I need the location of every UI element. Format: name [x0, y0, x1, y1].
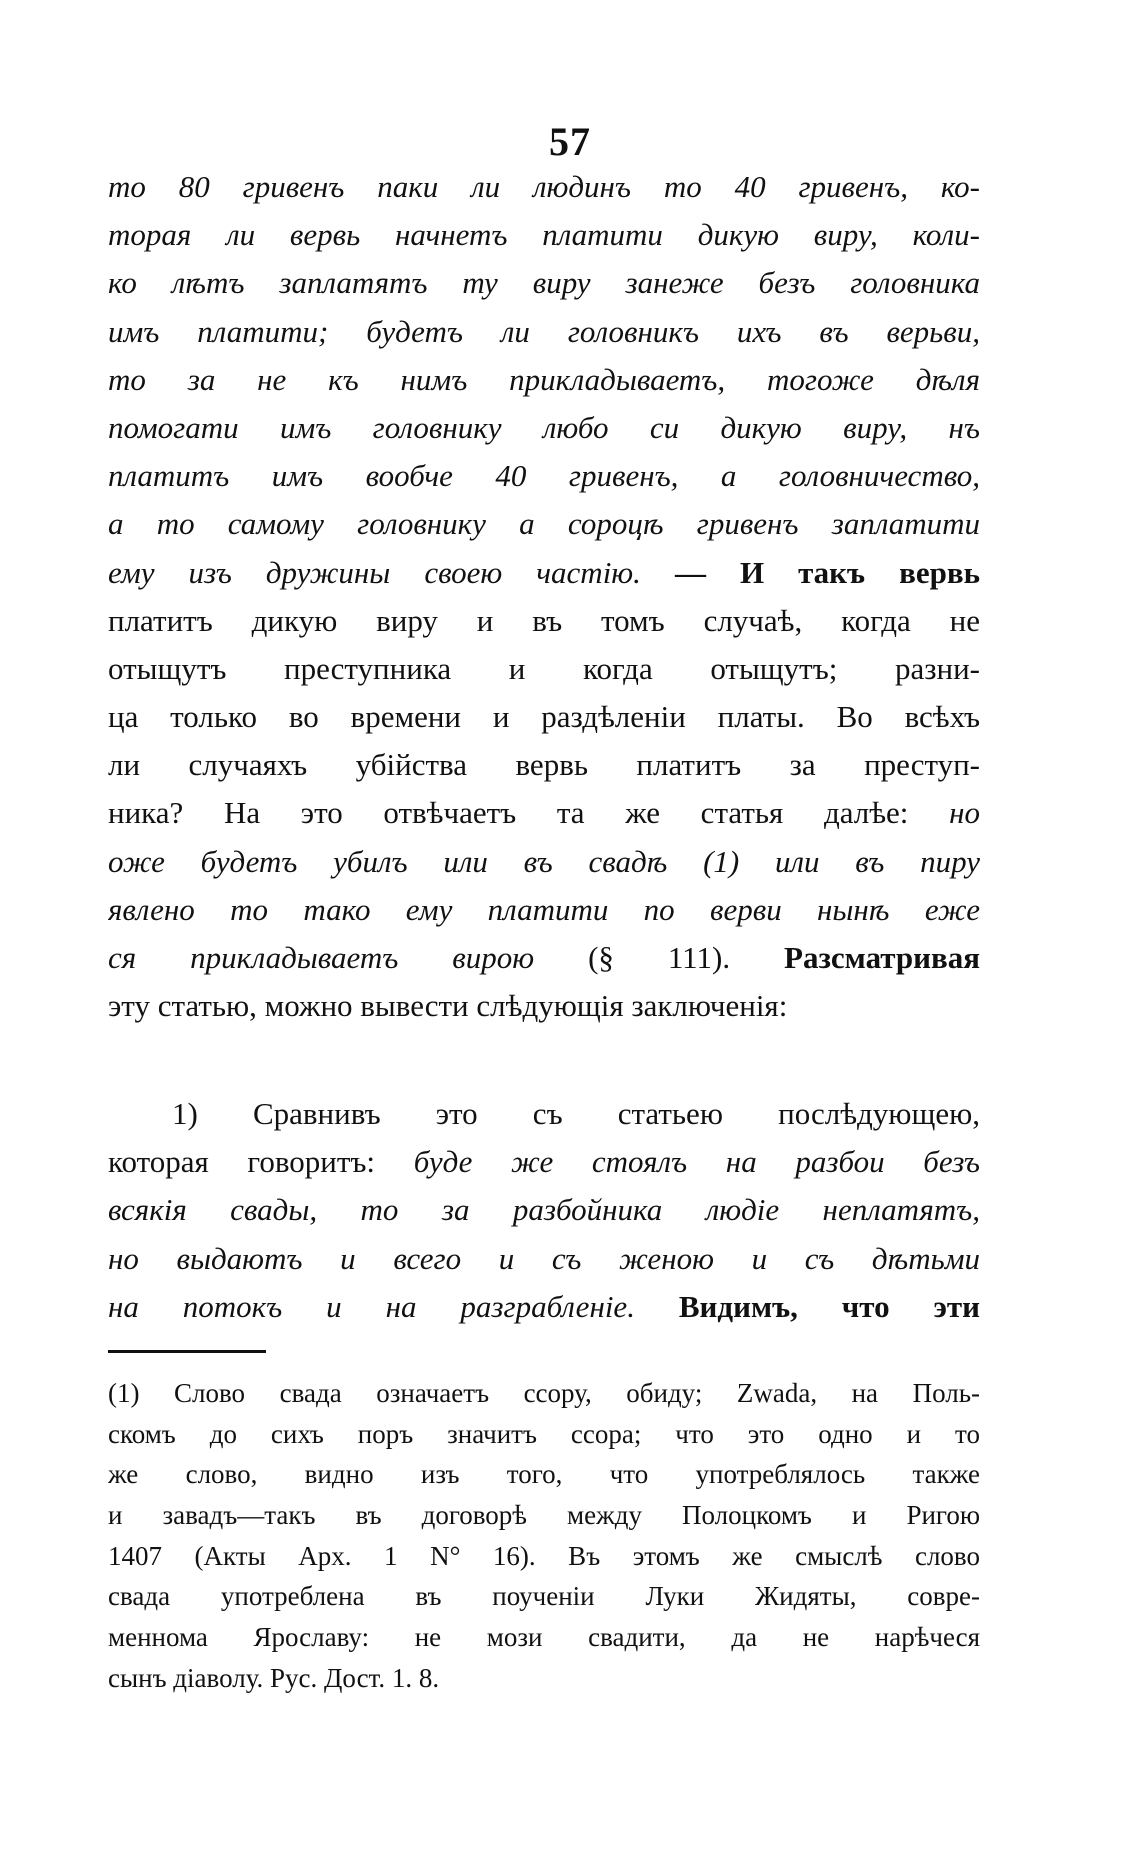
text-line: ли случаяхъ убійства вервь платитъ за преступ- [108, 747, 980, 783]
bold-span: — И такъ вервь [674, 554, 980, 590]
text-line: ца только во времени и раздѣленіи платы. Во всѣхъ [108, 699, 980, 735]
italic-span: ему изъ дружины своею частію. [108, 554, 641, 590]
bold-span: Разсматривая [784, 940, 980, 975]
text-line: помогати имъ головнику любо си дикую виру, нъ [108, 409, 980, 445]
footnote-line: скомъ до сихъ поръ значитъ ссора; что это одно и то [108, 1418, 980, 1449]
text-line: всякія свады, то за разбойника людіе неплатятъ, [108, 1192, 980, 1228]
text-line: платитъ дикую виру и въ томъ случаѣ, когда не [108, 602, 980, 638]
text-line: 1) Сравнивъ это съ статьею послѣдующею, [172, 1096, 980, 1131]
footnote-line: сынъ діаволу. Рус. Дост. 1. 8. [108, 1662, 440, 1693]
roman-span: (§ 111). [588, 940, 731, 975]
text-line: платитъ имъ вообче 40 гривенъ, а головничество, [108, 458, 980, 494]
footnote-line: и завадъ—такъ въ договорѣ между Полоцкомъ и Ригою [108, 1500, 980, 1531]
italic-span: ся прикладываетъ вирою [108, 940, 535, 975]
text-line [108, 1138, 980, 1186]
footnote-line: (1) Слово свада означаетъ ссору, обиду; Zwada, на Поль- [108, 1378, 980, 1408]
italic-span: на потокъ и на разграбленіе. [108, 1288, 635, 1324]
text-line: явлено то тако ему платити по верви нынѣ еже [108, 891, 980, 927]
italic-span: но [949, 795, 980, 831]
paragraph-2 [108, 1090, 980, 1331]
text-line: но выдаютъ и всего и съ женою и съ дѣтьми [108, 1240, 980, 1276]
footnote-line: свада употреблена въ поученіи Луки Жидяты, совре- [108, 1581, 980, 1612]
text-line: то 80 гривенъ паки ли людинъ то 40 гривенъ, ко- [108, 169, 980, 204]
roman-span: ника? На это отвѣчаетъ та же статья далѣе: [108, 795, 909, 831]
footnote-separator [108, 1350, 266, 1353]
text-line: имъ платити; будетъ ли головникъ ихъ въ верьви, [108, 313, 980, 349]
text-line [108, 934, 980, 982]
text-line: эту статью, можно вывести слѣдующія заключенія: [108, 988, 788, 1024]
text-line [108, 789, 980, 837]
footnote-line: меннома Ярославу: не мози свадити, да не нарѣчеся [108, 1622, 980, 1653]
text-line: отыщутъ преступника и когда отыщутъ; разни- [108, 650, 980, 686]
paragraph-1 [108, 163, 980, 1030]
footnote [108, 1373, 980, 1699]
text-line: ко лѣтъ заплатятъ ту виру занеже безъ головника [108, 265, 980, 301]
text-line: оже будетъ убилъ или въ свадѣ (1) или въ пиру [108, 843, 980, 879]
roman-span: Видимъ, что эти [678, 1288, 980, 1324]
page-number: 57 [549, 119, 591, 164]
text-line [108, 549, 980, 597]
text-line: то за не къ нимъ прикладываетъ, тогоже дѣля [108, 361, 980, 397]
roman-span: которая говоритъ: [108, 1144, 376, 1180]
text-line [108, 1283, 980, 1331]
footnote-line: 1407 (Акты Арх. 1 N° 16). Въ этомъ же смыслѣ слово [108, 1540, 980, 1571]
footnote-line: же слово, видно изъ того, что употреблялось также [108, 1459, 980, 1490]
italic-span: буде же стоялъ на разбои безъ [413, 1144, 980, 1180]
text-line: торая ли вервь начнетъ платити дикую виру, коли- [108, 217, 980, 253]
text-line: а то самому головнику а сороцѣ гривенъ заплатити [108, 506, 980, 542]
